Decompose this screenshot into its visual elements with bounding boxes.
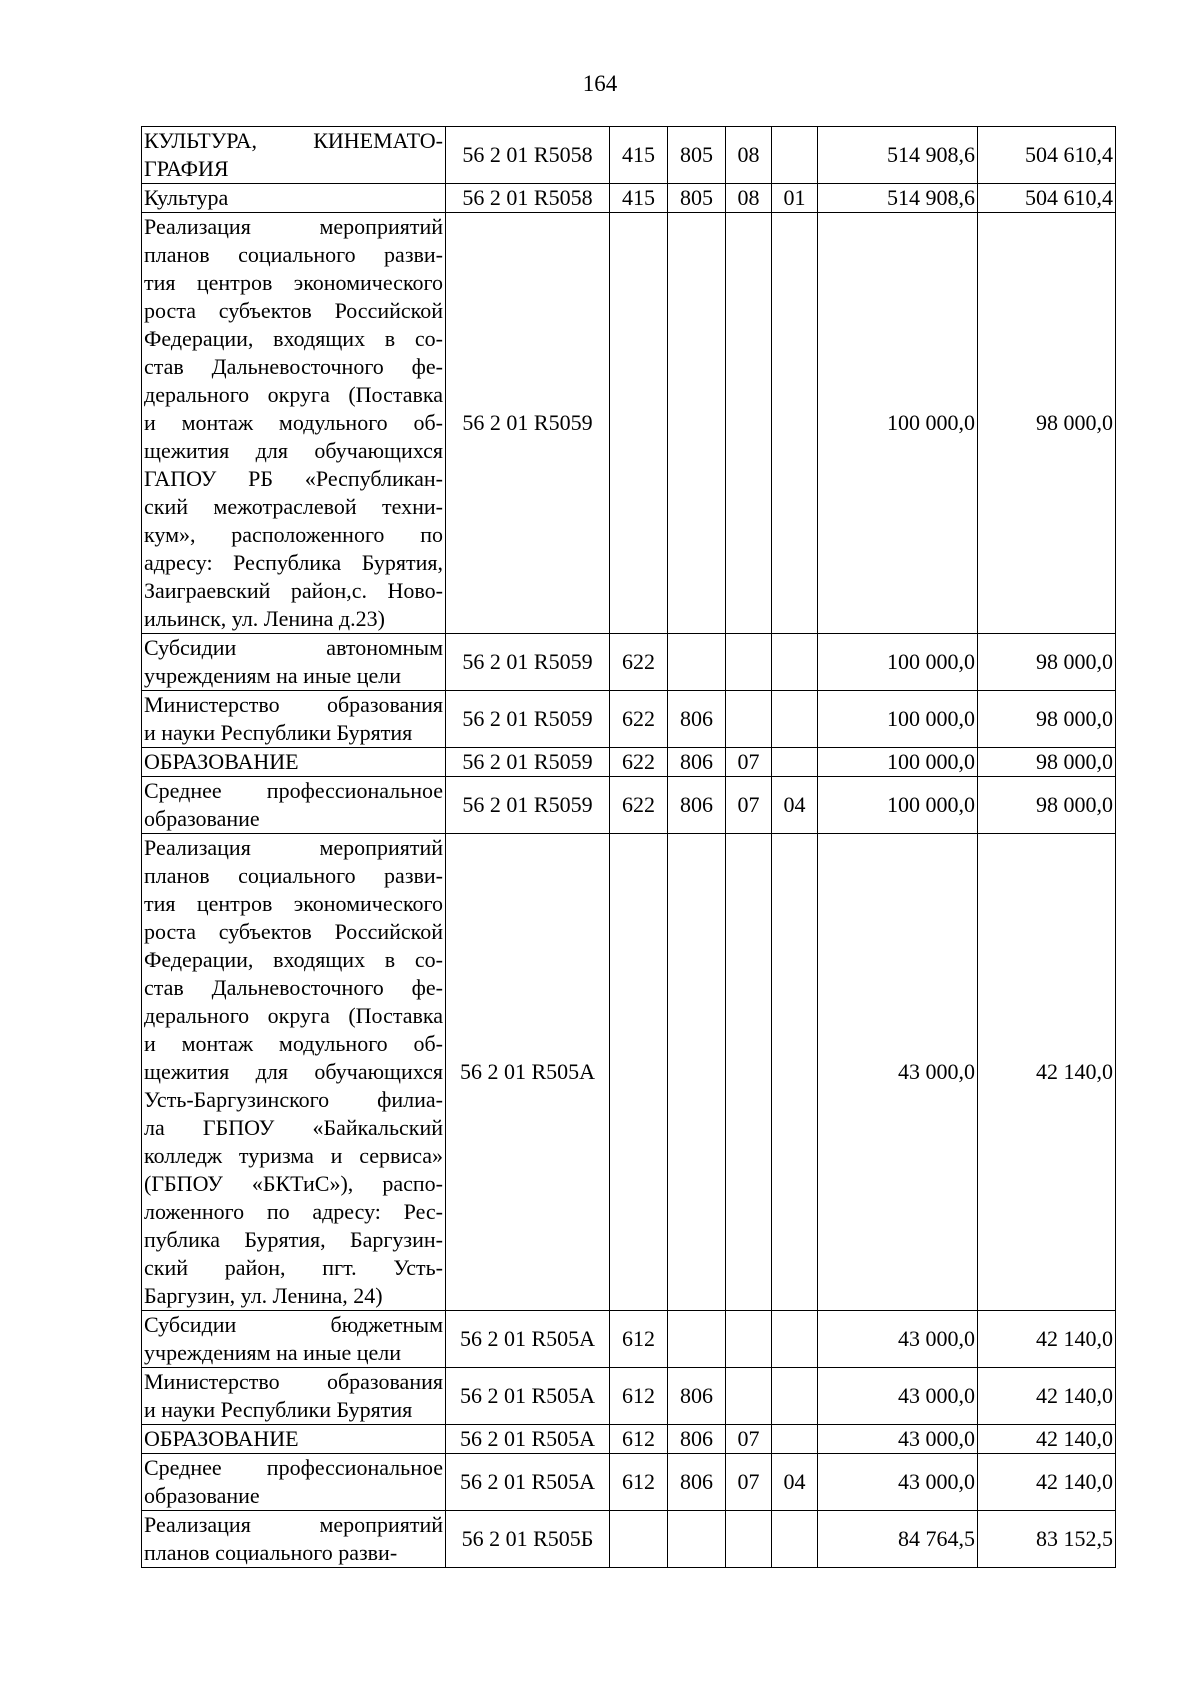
- row-name-line: планов социального разви-: [144, 242, 443, 267]
- row-name-line: став Дальневосточного фе-: [144, 354, 443, 379]
- row-name-line: учреждениям на иные цели: [144, 663, 401, 688]
- row-name-line: дерального округа (Поставка: [144, 1003, 443, 1028]
- amount-first-cell: 43 000,0: [818, 834, 978, 1311]
- row-name-line: дерального округа (Поставка: [144, 382, 443, 407]
- row-name-cell: [142, 1311, 446, 1368]
- section-code-cell: 07: [726, 777, 772, 834]
- row-name-cell: [142, 184, 446, 213]
- section-code-cell: [726, 1368, 772, 1425]
- section-code-cell: [726, 213, 772, 634]
- administrator-code-cell: [668, 834, 726, 1311]
- row-name-line: публика Бурятия, Баргузин-: [144, 1227, 443, 1252]
- target-article-code-cell: 56 2 01 R5058: [446, 184, 610, 213]
- row-name-line: Субсидии автономным: [144, 635, 443, 660]
- administrator-code-cell: [668, 213, 726, 634]
- amount-second-cell: 504 610,4: [978, 127, 1116, 184]
- amount-first-cell: 43 000,0: [818, 1368, 978, 1425]
- row-name-line: Баргузин, ул. Ленина, 24): [144, 1283, 383, 1308]
- table-row: [142, 748, 1116, 777]
- amount-second-cell: 98 000,0: [978, 777, 1116, 834]
- row-name-cell: [142, 748, 446, 777]
- table-row: [142, 1454, 1116, 1511]
- row-name-line: ГАПОУ РБ «Республикан-: [144, 466, 443, 491]
- amount-second-cell: 42 140,0: [978, 1425, 1116, 1454]
- amount-first-cell: 100 000,0: [818, 691, 978, 748]
- row-name-line: Среднее профессиональное: [144, 1455, 443, 1480]
- expense-type-code-cell: 612: [610, 1425, 668, 1454]
- row-name-line: став Дальневосточного фе-: [144, 975, 443, 1000]
- subsection-code-cell: 04: [772, 1454, 818, 1511]
- subsection-code-cell: 01: [772, 184, 818, 213]
- amount-second-cell: 42 140,0: [978, 834, 1116, 1311]
- page-number: 164: [582, 71, 618, 96]
- row-name-line: ский район, пгт. Усть-: [144, 1255, 443, 1280]
- amount-first-cell: 100 000,0: [818, 748, 978, 777]
- subsection-code-cell: [772, 1368, 818, 1425]
- table-row: [142, 634, 1116, 691]
- row-name-line: и монтаж модульного об-: [144, 410, 443, 435]
- table-row: [142, 213, 1116, 634]
- amount-first-cell: 43 000,0: [818, 1425, 978, 1454]
- amount-first-cell: 514 908,6: [818, 184, 978, 213]
- table-body: [142, 127, 1116, 1568]
- administrator-code-cell: 805: [668, 184, 726, 213]
- row-name-line: и науки Республики Бурятия: [144, 720, 413, 745]
- row-name-line: учреждениям на иные цели: [144, 1340, 401, 1365]
- row-name-cell: [142, 1454, 446, 1511]
- target-article-code-cell: 56 2 01 R5058: [446, 127, 610, 184]
- row-name-cell: [142, 691, 446, 748]
- section-code-cell: 07: [726, 1425, 772, 1454]
- amount-first-cell: 43 000,0: [818, 1311, 978, 1368]
- row-name-line: образование: [144, 1483, 260, 1508]
- amount-second-cell: 42 140,0: [978, 1454, 1116, 1511]
- table-row: [142, 834, 1116, 1311]
- administrator-code-cell: [668, 634, 726, 691]
- row-name-line: щежития для обучающихся: [144, 438, 443, 463]
- table-row: [142, 127, 1116, 184]
- amount-second-cell: 42 140,0: [978, 1368, 1116, 1425]
- subsection-code-cell: [772, 834, 818, 1311]
- row-name-cell: [142, 834, 446, 1311]
- row-name-line: ОБРАЗОВАНИЕ: [144, 749, 299, 774]
- expense-type-code-cell: [610, 1511, 668, 1568]
- amount-first-cell: 43 000,0: [818, 1454, 978, 1511]
- row-name-line: ла ГБПОУ «Байкальский: [144, 1115, 443, 1140]
- expense-type-code-cell: 622: [610, 748, 668, 777]
- amount-second-cell: 42 140,0: [978, 1311, 1116, 1368]
- expense-type-code-cell: 622: [610, 634, 668, 691]
- section-code-cell: [726, 1311, 772, 1368]
- section-code-cell: [726, 634, 772, 691]
- administrator-code-cell: 806: [668, 748, 726, 777]
- amount-first-cell: 84 764,5: [818, 1511, 978, 1568]
- row-name-line: планов социального разви-: [144, 1540, 398, 1565]
- subsection-code-cell: [772, 634, 818, 691]
- target-article-code-cell: 56 2 01 R5059: [446, 213, 610, 634]
- row-name-cell: [142, 127, 446, 184]
- amount-second-cell: 504 610,4: [978, 184, 1116, 213]
- section-code-cell: 08: [726, 184, 772, 213]
- row-name-line: Усть-Баргузинского филиа-: [144, 1087, 443, 1112]
- target-article-code-cell: 56 2 01 R5059: [446, 691, 610, 748]
- row-name-line: Федерации, входящих в со-: [144, 947, 443, 972]
- row-name-line: Реализация мероприятий: [144, 835, 443, 860]
- subsection-code-cell: [772, 1425, 818, 1454]
- row-name-line: Министерство образования: [144, 692, 443, 717]
- subsection-code-cell: [772, 213, 818, 634]
- amount-second-cell: 98 000,0: [978, 213, 1116, 634]
- expense-type-code-cell: 415: [610, 127, 668, 184]
- row-name-line: КУЛЬТУРА, КИНЕМАТО-: [144, 128, 443, 153]
- section-code-cell: 07: [726, 748, 772, 777]
- row-name-cell: [142, 1425, 446, 1454]
- section-code-cell: [726, 834, 772, 1311]
- target-article-code-cell: 56 2 01 R505A: [446, 1368, 610, 1425]
- subsection-code-cell: [772, 1311, 818, 1368]
- amount-first-cell: 100 000,0: [818, 213, 978, 634]
- row-name-line: ский межотраслевой техни-: [144, 494, 443, 519]
- row-name-line: ложенного по адресу: Рес-: [144, 1199, 443, 1224]
- expense-type-code-cell: 612: [610, 1368, 668, 1425]
- target-article-code-cell: 56 2 01 R5059: [446, 634, 610, 691]
- row-name-line: и монтаж модульного об-: [144, 1031, 443, 1056]
- administrator-code-cell: 806: [668, 1425, 726, 1454]
- amount-second-cell: 98 000,0: [978, 634, 1116, 691]
- row-name-cell: [142, 777, 446, 834]
- row-name-cell: [142, 213, 446, 634]
- table-row: [142, 184, 1116, 213]
- subsection-code-cell: [772, 691, 818, 748]
- target-article-code-cell: 56 2 01 R505A: [446, 1425, 610, 1454]
- row-name-cell: [142, 1368, 446, 1425]
- section-code-cell: 07: [726, 1454, 772, 1511]
- target-article-code-cell: 56 2 01 R505A: [446, 1454, 610, 1511]
- table-row: [142, 1311, 1116, 1368]
- expense-type-code-cell: 622: [610, 777, 668, 834]
- row-name-cell: [142, 634, 446, 691]
- table-row: [142, 1425, 1116, 1454]
- expense-type-code-cell: 622: [610, 691, 668, 748]
- expense-type-code-cell: 612: [610, 1454, 668, 1511]
- table-row: [142, 691, 1116, 748]
- administrator-code-cell: 805: [668, 127, 726, 184]
- administrator-code-cell: 806: [668, 1368, 726, 1425]
- expense-type-code-cell: [610, 834, 668, 1311]
- row-name-line: тия центров экономического: [144, 270, 443, 295]
- expense-type-code-cell: [610, 213, 668, 634]
- administrator-code-cell: 806: [668, 691, 726, 748]
- budget-table: [141, 126, 1116, 1568]
- row-name-line: планов социального разви-: [144, 863, 443, 888]
- target-article-code-cell: 56 2 01 R505Б: [446, 1511, 610, 1568]
- row-name-line: Среднее профессиональное: [144, 778, 443, 803]
- amount-second-cell: 98 000,0: [978, 691, 1116, 748]
- row-name-line: роста субъектов Российской: [144, 298, 443, 323]
- amount-first-cell: 514 908,6: [818, 127, 978, 184]
- row-name-line: Культура: [144, 185, 229, 210]
- row-name-line: Федерации, входящих в со-: [144, 326, 443, 351]
- row-name-line: адресу: Республика Бурятия,: [144, 550, 443, 575]
- target-article-code-cell: 56 2 01 R505A: [446, 1311, 610, 1368]
- row-name-line: колледж туризма и сервиса»: [144, 1143, 443, 1168]
- administrator-code-cell: 806: [668, 777, 726, 834]
- expense-type-code-cell: 612: [610, 1311, 668, 1368]
- row-name-line: кум», расположенного по: [144, 522, 443, 547]
- subsection-code-cell: [772, 748, 818, 777]
- row-name-line: и науки Республики Бурятия: [144, 1397, 413, 1422]
- row-name-line: ГРАФИЯ: [144, 156, 229, 181]
- subsection-code-cell: 04: [772, 777, 818, 834]
- administrator-code-cell: [668, 1511, 726, 1568]
- row-name-line: тия центров экономического: [144, 891, 443, 916]
- section-code-cell: [726, 691, 772, 748]
- row-name-line: Субсидии бюджетным: [144, 1312, 443, 1337]
- section-code-cell: 08: [726, 127, 772, 184]
- administrator-code-cell: 806: [668, 1454, 726, 1511]
- amount-first-cell: 100 000,0: [818, 777, 978, 834]
- row-name-line: образование: [144, 806, 260, 831]
- table-row: [142, 777, 1116, 834]
- row-name-line: ОБРАЗОВАНИЕ: [144, 1426, 299, 1451]
- row-name-line: роста субъектов Российской: [144, 919, 443, 944]
- target-article-code-cell: 56 2 01 R5059: [446, 748, 610, 777]
- row-name-line: Министерство образования: [144, 1369, 443, 1394]
- target-article-code-cell: 56 2 01 R5059: [446, 777, 610, 834]
- row-name-line: (ГБПОУ «БКТиС»), распо-: [144, 1171, 443, 1196]
- row-name-line: Реализация мероприятий: [144, 214, 443, 239]
- table-row: [142, 1368, 1116, 1425]
- subsection-code-cell: [772, 1511, 818, 1568]
- section-code-cell: [726, 1511, 772, 1568]
- row-name-line: ильинск, ул. Ленина д.23): [144, 606, 385, 631]
- amount-second-cell: 98 000,0: [978, 748, 1116, 777]
- row-name-line: щежития для обучающихся: [144, 1059, 443, 1084]
- table-row: [142, 1511, 1116, 1568]
- row-name-cell: [142, 1511, 446, 1568]
- amount-first-cell: 100 000,0: [818, 634, 978, 691]
- subsection-code-cell: [772, 127, 818, 184]
- expense-type-code-cell: 415: [610, 184, 668, 213]
- target-article-code-cell: 56 2 01 R505A: [446, 834, 610, 1311]
- amount-second-cell: 83 152,5: [978, 1511, 1116, 1568]
- row-name-line: Реализация мероприятий: [144, 1512, 443, 1537]
- row-name-line: Заиграевский район,с. Ново-: [144, 578, 443, 603]
- administrator-code-cell: [668, 1311, 726, 1368]
